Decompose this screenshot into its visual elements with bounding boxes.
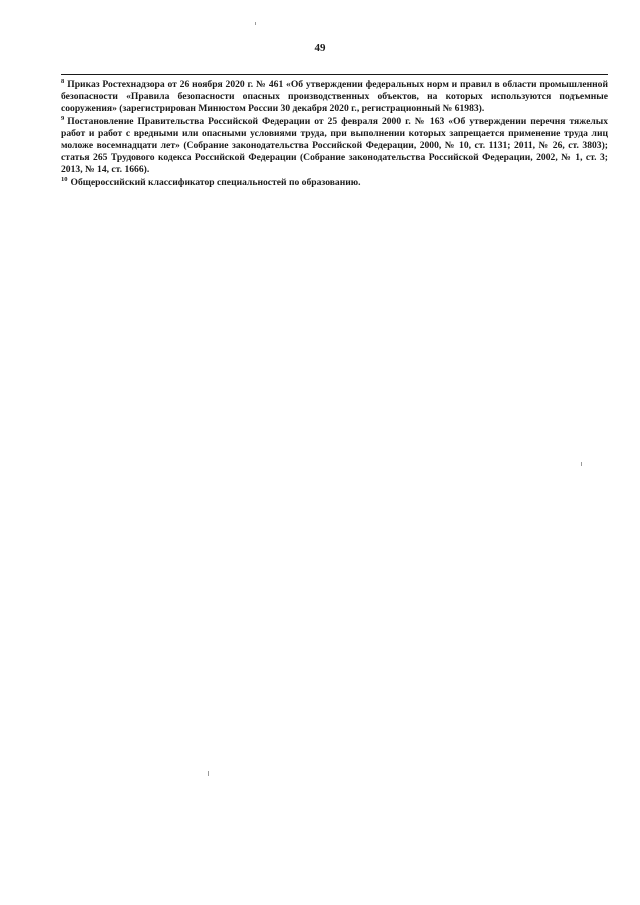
footnote-8: [61, 79, 608, 116]
footnote-10: [61, 177, 608, 189]
scan-speck: [255, 22, 256, 25]
scan-speck: [581, 462, 582, 466]
footnote-9: [61, 116, 608, 177]
footnote-text: Постановление Правительства Российской Федерации от 25 февраля 2000 г. № 163 «Об утверждении перечня тяжелых работ и работ с вредными или опасными условиями труда, при выполнении которых запрещается применение труда лиц моложе восемнадцати лет» (Собрание законодательства Российской Федерации, 2000, № 10, ст. 1131; 2011, № 26, ст. 3803); статья 265 Трудового кодекса Российской Федерации (Собрание законодательства Российской Федерации, 2002, № 1, ст. 3; 2013, № 14, ст. 1666).: [61, 115, 608, 176]
footnote-text: Приказ Ростехнадзора от 26 ноября 2020 г. № 461 «Об утверждении федеральных норм и правил в области промышленной безопасности «Правила безопасности опасных производственных объектов, на которых используются подъемные сооружения» (зарегистрирован Минюстом России 30 декабря 2020 г., регистрационный № 61983).: [61, 79, 608, 115]
footnote-separator: [61, 74, 608, 75]
footnote-marker: 8: [61, 78, 65, 85]
footnote-marker: 10: [61, 175, 68, 183]
footnotes-block: [61, 79, 608, 189]
footnote-marker: 9: [61, 114, 65, 122]
scan-speck: [208, 771, 209, 776]
page-number: 49: [314, 42, 326, 54]
footnote-text: Общероссийский классификатор специальностей по образованию.: [70, 176, 361, 188]
